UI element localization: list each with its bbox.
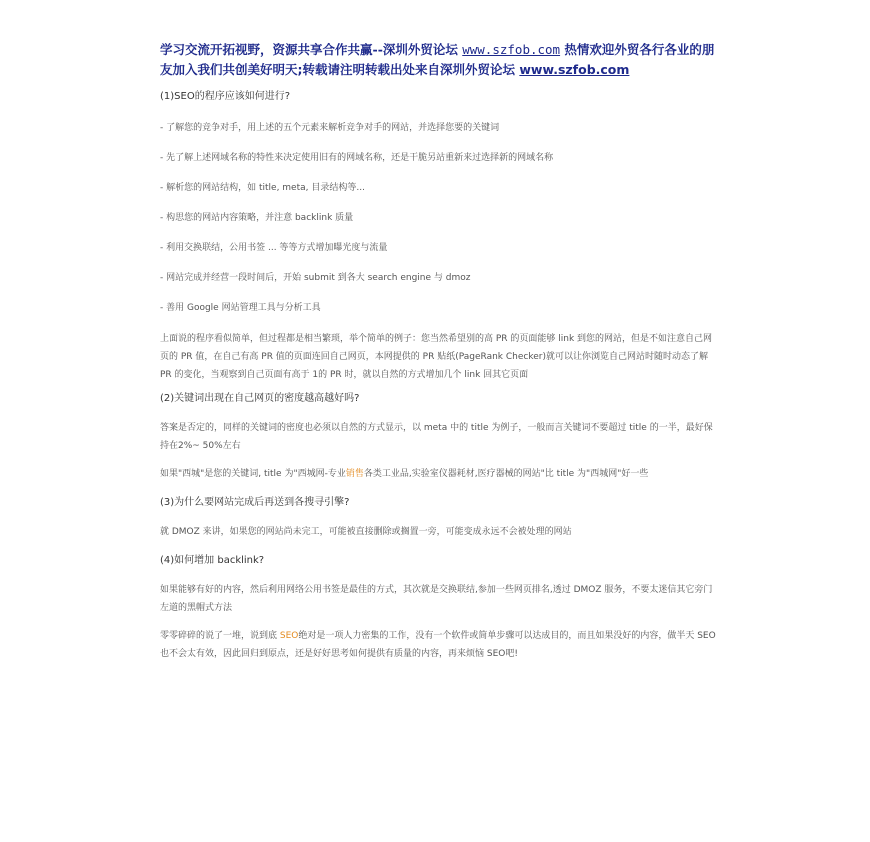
example-text-1: 如果"西城"是您的关键词, title 为"西城网-专业	[160, 469, 346, 479]
conclusion-text-2: 绝对是一项人力密集的工作，没有一个软件或简单步骤可以达成目的，而且如果没好的内容，做半天 SEO也不会太有效，因此回归到原点，还是好好思考如何提供有质量的内容，再来烦恼 SEO吧!	[160, 631, 716, 659]
forum-banner	[160, 40, 716, 80]
question-4-heading: (4)如何增加 backlink?	[160, 555, 265, 566]
list-item: - 解析您的网站结构，如 title, meta, 目录结构等...	[160, 183, 365, 193]
paragraph-conclusion	[160, 627, 716, 663]
list-item: - 善用 Google 网站管理工具与分析工具	[160, 303, 321, 313]
list-item: - 先了解上述网域名称的特性来决定使用旧有的网域名称，还是干脆另站重新来过选择新的网域名称	[160, 153, 554, 163]
example-text-2: 各类工业品,实验室仪器耗材,医疗器械的网站"比 title 为"西城网"好一些	[363, 469, 649, 479]
banner-text-2: 热情欢迎外贸各行各业的朋友加入我们共创美好明天;转载请注明转载出处来自深圳外贸论坛	[160, 42, 715, 77]
forum-link[interactable]: www.szfob.com	[519, 62, 630, 77]
paragraph-density: 答案是否定的，同样的关键词的密度也必须以自然的方式显示，以 meta 中的 title 为例子，一般而言关键词不要超过 title 的一半，最好保持在2%~ 50%左右	[160, 423, 713, 451]
paragraph-dmoz: 就 DMOZ 来讲，如果您的网站尚未完工，可能被直接删除或搁置一旁，可能变成永远不会被处理的网站	[160, 527, 572, 537]
list-item: - 网站完成并经营一段时间后，开始 submit 到各大 search engine 与 dmoz	[160, 273, 471, 283]
list-item: - 利用交换联结，公用书签 ... 等等方式增加曝光度与流量	[160, 243, 388, 253]
highlight-text: 销售	[345, 469, 364, 479]
forum-url-link[interactable]: www.szfob.com	[462, 42, 561, 57]
question-2-heading: (2)关键词出现在自己网页的密度越高越好吗?	[160, 393, 360, 404]
document-page	[160, 40, 716, 663]
paragraph-backlink: 如果能够有好的内容，然后利用网络公用书签是最佳的方式，其次就是交换联结,参加一些网页排名,透过 DMOZ 服务，不要太迷信其它旁门左道的黑帽式方法	[160, 585, 713, 613]
paragraph-example	[160, 465, 716, 483]
paragraph-pr: 上面说的程序看似简单，但过程都是相当繁琐，举个简单的例子：您当然希望别的高 PR 的页面能够 link 到您的网站，但是不如注意自己网页的 PR 值，在自己有高 PR 值的页面连回自己网页，本网提供的 PR 贴纸(PageRank Checker)就可以让你浏览自己网站时随时动态了解 PR 的变化，当观察到自己页面有高于 1的 PR 时，就以自然的方式增加几个 link 回其它页面	[160, 334, 713, 380]
list-item: - 构思您的网站内容策略，并注意 backlink 质量	[160, 213, 354, 223]
banner-text-1: 学习交流开拓视野，资源共享合作共赢--深圳外贸论坛	[160, 42, 463, 57]
conclusion-text-1: 零零碎碎的说了一堆，说到底	[160, 631, 280, 641]
question-3-heading: (3)为什么要网站完成后再送到各搜寻引擎?	[160, 497, 350, 508]
list-item: - 了解您的竞争对手，用上述的五个元素来解析竞争对手的网站，并选择您要的关键词	[160, 123, 500, 133]
seo-highlight: SEO	[279, 631, 299, 641]
question-1-heading: (1)SEO的程序应该如何进行?	[160, 91, 291, 102]
steps-list	[160, 119, 716, 317]
